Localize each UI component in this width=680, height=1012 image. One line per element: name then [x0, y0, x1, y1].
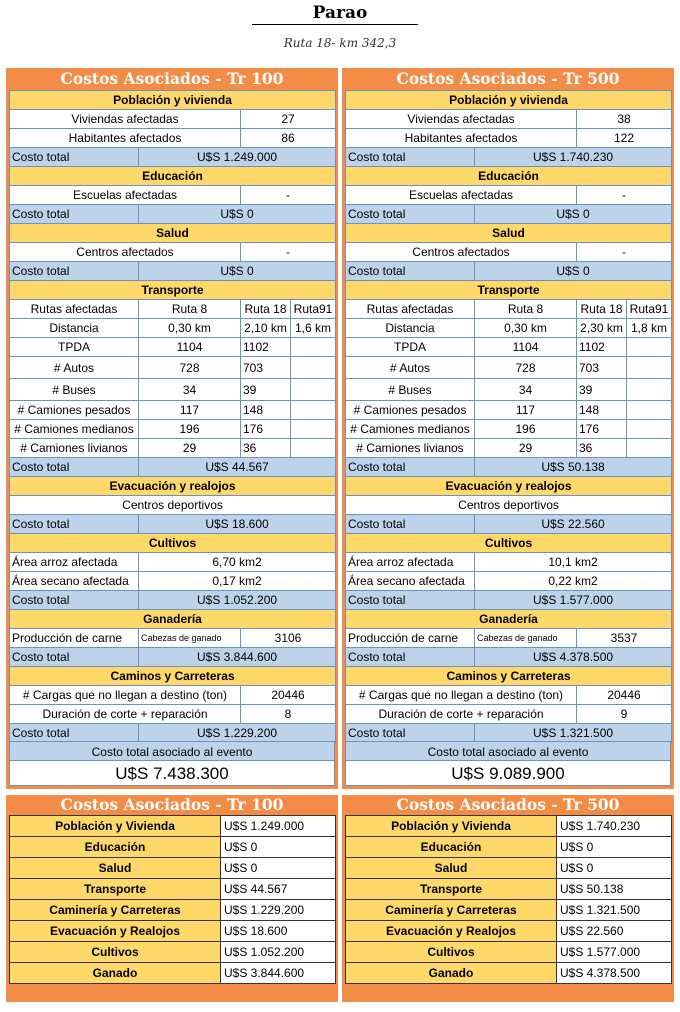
secano-value: 0,22 km2	[475, 572, 672, 591]
costo-cultivos: U$S 1.052.200	[139, 591, 336, 610]
summary-value: U$S 1.249.000	[221, 816, 336, 837]
ruta91-value: 1,6 km	[291, 319, 336, 338]
ruta18-header: Ruta 18	[577, 300, 627, 319]
ruta18-value: 1102	[241, 338, 291, 357]
panel-title: Costos Asociados - Tr 500	[396, 69, 620, 88]
summary-value: U$S 0	[221, 858, 336, 879]
panel-title: Costos Asociados - Tr 100	[60, 69, 284, 88]
summary-label: Educación	[10, 837, 221, 858]
row-label: # Buses	[346, 379, 475, 401]
summary-title: Costos Asociados - Tr 500	[396, 795, 620, 814]
total-box	[345, 741, 671, 786]
duracion-label: Duración de corte + reparación	[346, 705, 577, 724]
summary-value: U$S 1.740.230	[557, 816, 672, 837]
costo-salud: U$S 0	[475, 262, 672, 281]
ruta91-value	[291, 401, 336, 420]
ruta18-value: 39	[577, 379, 627, 401]
summary-label: Caminería y Carreteras	[346, 900, 557, 921]
costo-poblacion: U$S 1.249.000	[139, 148, 336, 167]
habitantes-label: Habitantes afectados	[10, 129, 241, 148]
section-educacion: Educación	[10, 167, 336, 186]
row-label: # Camiones pesados	[10, 401, 139, 420]
ruta91-value	[291, 439, 336, 458]
duracion-value: 8	[241, 705, 336, 724]
ruta8-value: 117	[475, 401, 577, 420]
habitantes-value: 122	[577, 129, 672, 148]
costo-total-label: Costo total	[10, 148, 139, 167]
viviendas-value: 27	[241, 110, 336, 129]
row-label: # Camiones livianos	[346, 439, 475, 458]
centros-label: Centros afectados	[10, 243, 241, 262]
centros-deportivos: Centros deportivos	[10, 496, 336, 515]
costo-evacuacion: U$S 18.600	[139, 515, 336, 534]
ruta8-value: 0,30 km	[475, 319, 577, 338]
total-label: Costo total asociado al evento	[345, 741, 671, 761]
ruta91-header: Ruta91	[291, 300, 336, 319]
summary-value: U$S 1.577.000	[557, 942, 672, 963]
centros-label: Centros afectados	[346, 243, 577, 262]
escuelas-value: -	[241, 186, 336, 205]
row-label: # Camiones medianos	[346, 420, 475, 439]
costo-total-label: Costo total	[346, 262, 475, 281]
page-subtitle: Ruta 18- km 342,3	[283, 36, 397, 50]
summary-label: Salud	[346, 858, 557, 879]
ruta8-value: 0,30 km	[139, 319, 241, 338]
section-transporte: Transporte	[346, 281, 672, 300]
ruta91-value	[291, 420, 336, 439]
duracion-label: Duración de corte + reparación	[10, 705, 241, 724]
summary-label: Ganado	[10, 963, 221, 984]
ruta18-value: 36	[241, 439, 291, 458]
cabezas-label: Cabezas de ganado	[139, 629, 241, 648]
row-label: # Autos	[10, 357, 139, 379]
secano-label: Área secano afectada	[10, 572, 139, 591]
viviendas-label: Viviendas afectadas	[10, 110, 241, 129]
habitantes-value: 86	[241, 129, 336, 148]
section-evacuacion: Evacuación y realojos	[346, 477, 672, 496]
costo-total-label: Costo total	[10, 458, 139, 477]
page-title: Parao	[312, 3, 368, 23]
total-value: U$S 9.089.900	[345, 761, 671, 786]
ruta8-header: Ruta 8	[139, 300, 241, 319]
costo-total-label: Costo total	[10, 724, 139, 743]
costo-total-label: Costo total	[10, 262, 139, 281]
costo-total-label: Costo total	[346, 648, 475, 667]
section-ganaderia: Ganadería	[10, 610, 336, 629]
ruta18-value: 2,10 km	[241, 319, 291, 338]
section-salud: Salud	[10, 224, 336, 243]
duracion-value: 9	[577, 705, 672, 724]
summary-label: Transporte	[346, 879, 557, 900]
summary-tr100	[6, 795, 338, 1002]
costo-total-label: Costo total	[346, 205, 475, 224]
section-caminos: Caminos y Carreteras	[10, 667, 336, 686]
ruta91-value	[291, 379, 336, 401]
ruta91-value	[627, 379, 672, 401]
costo-total-label: Costo total	[346, 724, 475, 743]
summary-label: Salud	[10, 858, 221, 879]
escuelas-label: Escuelas afectadas	[10, 186, 241, 205]
title-underline	[252, 24, 418, 25]
ruta8-value: 1104	[475, 338, 577, 357]
summary-value: U$S 0	[557, 837, 672, 858]
costo-salud: U$S 0	[139, 262, 336, 281]
section-evacuacion: Evacuación y realojos	[10, 477, 336, 496]
carne-label: Producción de carne	[346, 629, 475, 648]
summary-label: Evacuación y Realojos	[346, 921, 557, 942]
costo-ganaderia: U$S 3.844.600	[139, 648, 336, 667]
section-poblacion: Población y vivienda	[346, 91, 672, 110]
ruta18-value: 36	[577, 439, 627, 458]
costo-total-label: Costo total	[10, 205, 139, 224]
summary-value: U$S 0	[557, 858, 672, 879]
ruta91-value	[627, 401, 672, 420]
ruta18-value: 148	[241, 401, 291, 420]
cabezas-value: 3537	[577, 629, 672, 648]
summary-label: Evacuación y Realojos	[10, 921, 221, 942]
section-transporte: Transporte	[10, 281, 336, 300]
costo-ganaderia: U$S 4.378.500	[475, 648, 672, 667]
arroz-label: Área arroz afectada	[10, 553, 139, 572]
centros-value: -	[241, 243, 336, 262]
row-label: # Camiones livianos	[10, 439, 139, 458]
summary-value: U$S 1.321.500	[557, 900, 672, 921]
escuelas-value: -	[577, 186, 672, 205]
row-label: TPDA	[346, 338, 475, 357]
ruta8-value: 196	[475, 420, 577, 439]
summary-label: Cultivos	[346, 942, 557, 963]
summary-value: U$S 18.600	[221, 921, 336, 942]
summary-label: Caminería y Carreteras	[10, 900, 221, 921]
secano-value: 0,17 km2	[139, 572, 336, 591]
arroz-value: 6,70 km2	[139, 553, 336, 572]
ruta8-value: 728	[475, 357, 577, 379]
ruta8-header: Ruta 8	[475, 300, 577, 319]
ruta91-value	[627, 357, 672, 379]
cabezas-value: 3106	[241, 629, 336, 648]
cargas-label: # Cargas que no llegan a destino (ton)	[10, 686, 241, 705]
centros-deportivos: Centros deportivos	[346, 496, 672, 515]
escuelas-label: Escuelas afectadas	[346, 186, 577, 205]
summary-label: Cultivos	[10, 942, 221, 963]
section-caminos: Caminos y Carreteras	[346, 667, 672, 686]
summary-tr500	[342, 795, 674, 1002]
costo-total-label: Costo total	[346, 458, 475, 477]
ruta91-header: Ruta91	[627, 300, 672, 319]
ruta91-value: 1,8 km	[627, 319, 672, 338]
summary-label: Ganado	[346, 963, 557, 984]
ruta8-value: 29	[139, 439, 241, 458]
summary-value: U$S 50.138	[557, 879, 672, 900]
ruta8-value: 34	[475, 379, 577, 401]
costo-total-label: Costo total	[10, 648, 139, 667]
section-poblacion: Población y vivienda	[10, 91, 336, 110]
panel-tr500	[342, 68, 674, 789]
row-label: # Buses	[10, 379, 139, 401]
section-cultivos: Cultivos	[346, 534, 672, 553]
arroz-value: 10,1 km2	[475, 553, 672, 572]
secano-label: Área secano afectada	[346, 572, 475, 591]
ruta18-value: 148	[577, 401, 627, 420]
summary-value: U$S 22.560	[557, 921, 672, 942]
costo-poblacion: U$S 1.740.230	[475, 148, 672, 167]
ruta91-value	[627, 420, 672, 439]
summary-label: Transporte	[10, 879, 221, 900]
arroz-label: Área arroz afectada	[346, 553, 475, 572]
summary-value: U$S 3.844.600	[221, 963, 336, 984]
summary-value: U$S 0	[221, 837, 336, 858]
costo-caminos: U$S 1.321.500	[475, 724, 672, 743]
summary-value: U$S 44.567	[221, 879, 336, 900]
section-salud: Salud	[346, 224, 672, 243]
habitantes-label: Habitantes afectados	[346, 129, 577, 148]
panel-tr100	[6, 68, 338, 789]
ruta8-value: 196	[139, 420, 241, 439]
ruta91-value	[291, 338, 336, 357]
ruta18-header: Ruta 18	[241, 300, 291, 319]
row-label: # Camiones medianos	[10, 420, 139, 439]
costo-educacion: U$S 0	[139, 205, 336, 224]
cargas-label: # Cargas que no llegan a destino (ton)	[346, 686, 577, 705]
costo-total-label: Costo total	[346, 591, 475, 610]
centros-value: -	[577, 243, 672, 262]
cabezas-label: Cabezas de ganado	[475, 629, 577, 648]
summary-value: U$S 1.229.200	[221, 900, 336, 921]
cargas-value: 20446	[577, 686, 672, 705]
ruta91-value	[291, 357, 336, 379]
section-educacion: Educación	[346, 167, 672, 186]
ruta18-value: 1102	[577, 338, 627, 357]
cargas-value: 20446	[241, 686, 336, 705]
ruta18-value: 703	[241, 357, 291, 379]
ruta8-value: 29	[475, 439, 577, 458]
summary-title: Costos Asociados - Tr 100	[60, 795, 284, 814]
row-label: Distancia	[346, 319, 475, 338]
ruta18-value: 703	[577, 357, 627, 379]
ruta18-value: 39	[241, 379, 291, 401]
total-label: Costo total asociado al evento	[9, 741, 335, 761]
summary-table	[345, 815, 672, 984]
ruta18-value: 176	[241, 420, 291, 439]
summary-label: Población y Vivienda	[346, 816, 557, 837]
costo-total-label: Costo total	[346, 515, 475, 534]
costo-evacuacion: U$S 22.560	[475, 515, 672, 534]
summary-label: Educación	[346, 837, 557, 858]
ruta18-value: 2,30 km	[577, 319, 627, 338]
rutas-header: Rutas afectadas	[346, 300, 475, 319]
ruta8-value: 34	[139, 379, 241, 401]
costo-educacion: U$S 0	[475, 205, 672, 224]
total-value: U$S 7.438.300	[9, 761, 335, 786]
row-label: # Camiones pesados	[346, 401, 475, 420]
ruta91-value	[627, 338, 672, 357]
ruta8-value: 1104	[139, 338, 241, 357]
ruta91-value	[627, 439, 672, 458]
ruta8-value: 728	[139, 357, 241, 379]
summary-value: U$S 1.052.200	[221, 942, 336, 963]
carne-label: Producción de carne	[10, 629, 139, 648]
costo-total-label: Costo total	[346, 148, 475, 167]
row-label: # Autos	[346, 357, 475, 379]
summary-value: U$S 4.378.500	[557, 963, 672, 984]
row-label: Distancia	[10, 319, 139, 338]
total-box	[9, 741, 335, 786]
costo-total-label: Costo total	[10, 591, 139, 610]
section-cultivos: Cultivos	[10, 534, 336, 553]
row-label: TPDA	[10, 338, 139, 357]
section-ganaderia: Ganadería	[346, 610, 672, 629]
costo-transporte: U$S 50.138	[475, 458, 672, 477]
ruta8-value: 117	[139, 401, 241, 420]
summary-table	[9, 815, 336, 984]
detail-table	[345, 90, 672, 743]
detail-table	[9, 90, 336, 743]
viviendas-label: Viviendas afectadas	[346, 110, 577, 129]
rutas-header: Rutas afectadas	[10, 300, 139, 319]
costo-caminos: U$S 1.229.200	[139, 724, 336, 743]
costo-cultivos: U$S 1.577.000	[475, 591, 672, 610]
costo-transporte: U$S 44.567	[139, 458, 336, 477]
summary-label: Población y Vivienda	[10, 816, 221, 837]
viviendas-value: 38	[577, 110, 672, 129]
ruta18-value: 176	[577, 420, 627, 439]
costo-total-label: Costo total	[10, 515, 139, 534]
